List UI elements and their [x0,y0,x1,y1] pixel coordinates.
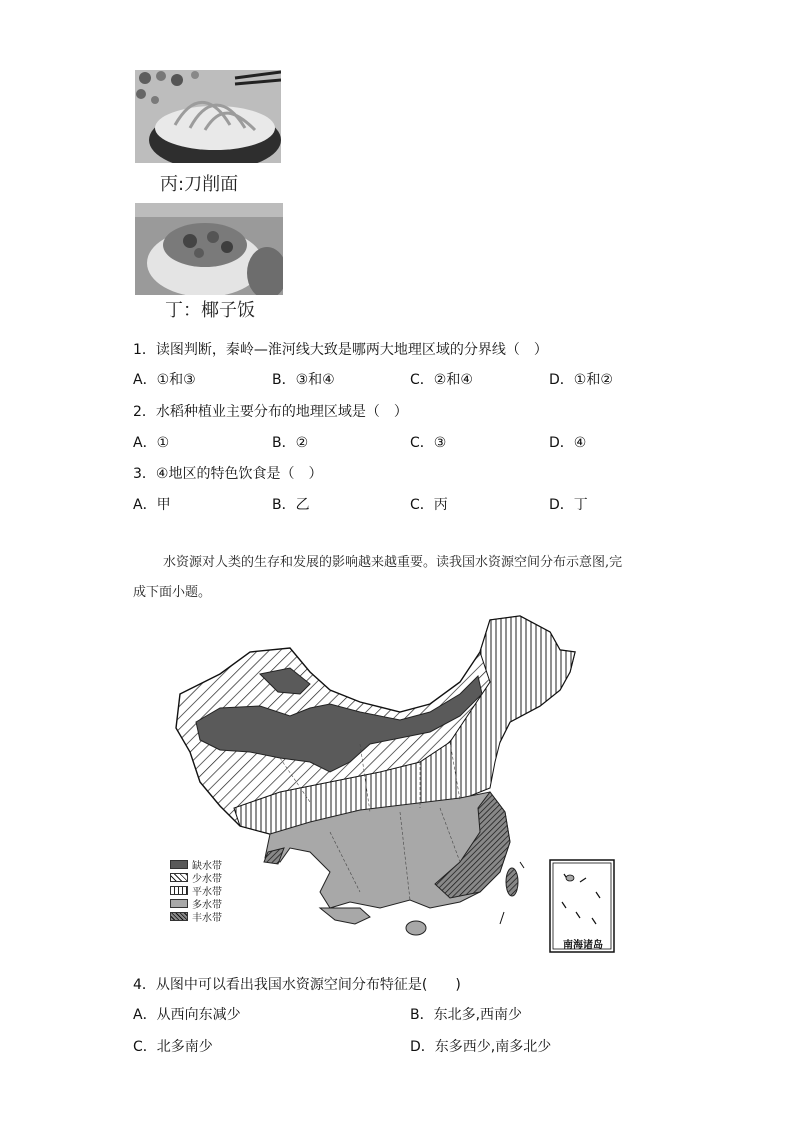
q4-option-c[interactable]: C．北多南少 [133,1039,213,1055]
question-3: 3．④地区的特色饮食是（ ） [133,466,323,482]
map-taiwan [506,868,518,896]
coconut-rice-image [135,203,283,295]
caption-bing: 丙:刀削面 [160,174,239,195]
noodles-image [135,70,281,163]
q1-option-d[interactable]: D．①和② [549,372,613,388]
map-more-water-west [320,908,370,924]
legend-balanced: 平水带 [170,884,222,896]
q1-option-a[interactable]: A．①和③ [133,372,196,388]
question-4: 4．从图中可以看出我国水资源空间分布特征是( ) [133,977,461,993]
q4-option-a[interactable]: A．从西向东减少 [133,1007,241,1023]
legend-swatch-abundant [170,912,188,921]
question-1: 1．读图判断，秦岭—淮河线大致是哪两大地理区域的分界线（ ） [133,342,548,358]
legend-swatch-low [170,873,188,882]
legend-abundant: 丰水带 [170,910,222,922]
q1-option-b[interactable]: B．③和④ [272,372,335,388]
legend-low: 少水带 [170,871,222,883]
q1-option-c[interactable]: C．②和④ [410,372,473,388]
photo-knife-cut-noodles [135,70,281,163]
photo-coconut-rice [135,203,283,295]
legend-swatch-shortage [170,860,188,869]
q2-option-b[interactable]: B．② [272,435,309,451]
q2-option-a[interactable]: A．① [133,435,170,451]
map-legend [170,858,250,924]
q2-option-c[interactable]: C．③ [410,435,447,451]
caption-ding: 丁：椰子饭 [165,300,255,321]
passage-line-1: 水资源对人类的生存和发展的影响越来越重要。读我国水资源空间分布示意图,完 [163,555,623,570]
passage-line-2: 成下面小题。 [133,585,212,600]
legend-swatch-balanced [170,886,188,895]
q3-option-c[interactable]: C．丙 [410,497,448,513]
q4-option-d[interactable]: D．东多西少,南多北少 [410,1039,552,1055]
inset-label: 南海诸岛 [563,940,603,951]
legend-more: 多水带 [170,897,222,909]
legend-swatch-more [170,899,188,908]
question-2: 2．水稻种植业主要分布的地理区域是（ ） [133,404,408,420]
q2-option-d[interactable]: D．④ [549,435,587,451]
water-resources-map [160,612,620,957]
q3-option-d[interactable]: D．丁 [549,497,588,513]
q3-option-a[interactable]: A．甲 [133,497,171,513]
q4-option-b[interactable]: B．东北多,西南少 [410,1007,523,1023]
passage [133,548,663,608]
map-hainan [406,921,426,935]
legend-shortage: 缺水带 [170,858,222,870]
q3-option-b[interactable]: B．乙 [272,497,310,513]
